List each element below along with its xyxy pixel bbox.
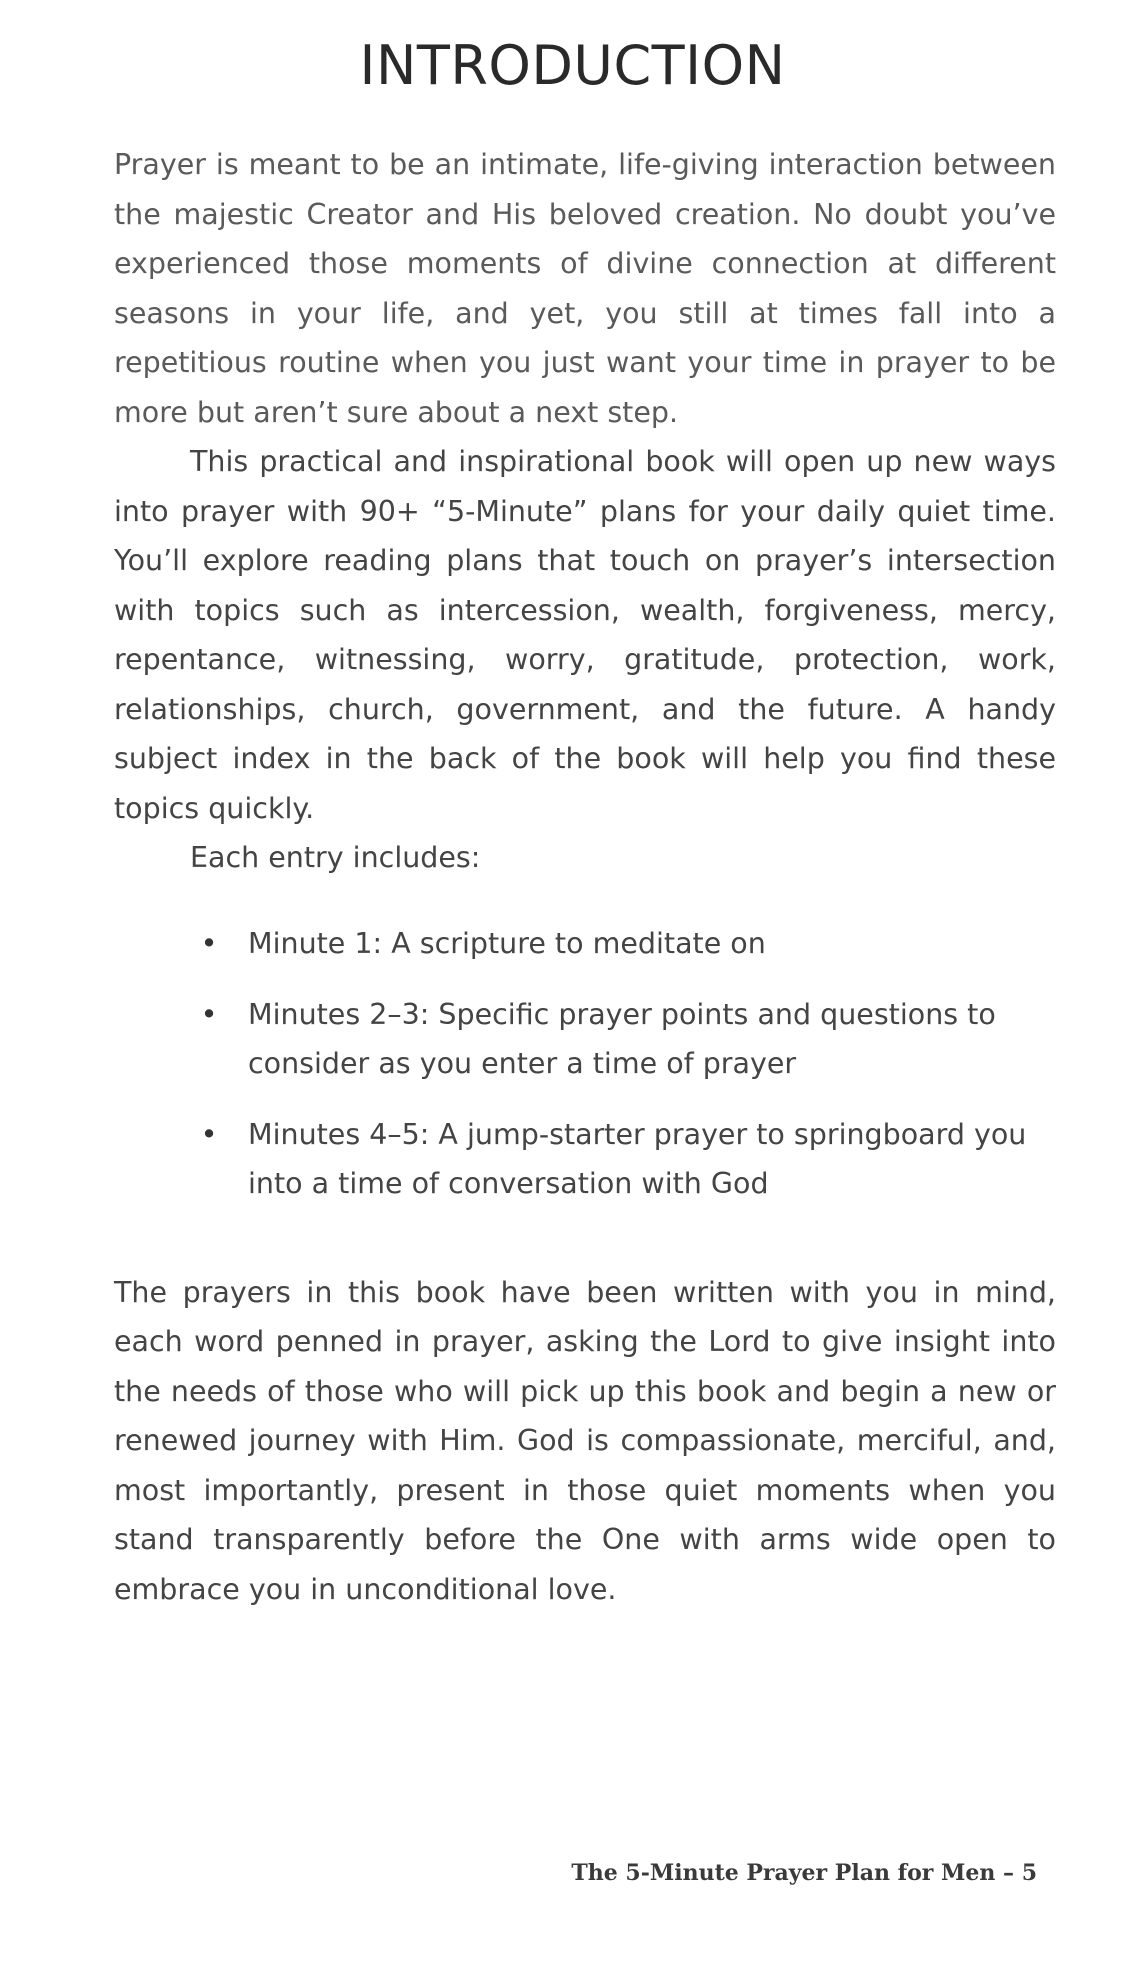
page-body xyxy=(114,140,1056,1614)
list-item-text: Minute 1: A scripture to meditate on xyxy=(248,926,766,960)
list-item-text: Minutes 2–3: Specific prayer points and questions to consider as you enter a time of prayer xyxy=(248,997,996,1080)
list-item xyxy=(114,1110,1056,1208)
closing-paragraph: The prayers in this book have been written with you in mind, each word penned in prayer, asking the Lord to give insight into the needs of those who will pick up this book and begin a new or renewed journey with Him. God is compassionate, merciful, and, most importantly, present in those quiet moments when you stand transparently before the One with arms wide open to embrace you in unconditional love. xyxy=(114,1275,1056,1606)
entry-list xyxy=(114,919,1056,1208)
entry-intro-text: Each entry includes: xyxy=(190,841,481,874)
running-title: The 5-Minute Prayer Plan for Men xyxy=(571,1860,996,1886)
page-number: 5 xyxy=(1021,1860,1037,1886)
intro-paragraph-1: Prayer is meant to be an intimate, life-giving interaction between the majestic Creator and His beloved creation. No doubt you’ve experienced those moments of divine connection at different seasons in your life, and yet, you still at times fall into a repetitious routine when you just want your time in prayer to be more but aren’t sure about a next step. xyxy=(114,148,1056,429)
footer-separator: – xyxy=(995,1860,1022,1886)
list-item-text: Minutes 4–5: A jump-starter prayer to springboard you into a time of conversation with God xyxy=(248,1117,1027,1200)
bullet-icon: • xyxy=(200,997,218,1031)
bullet-icon: • xyxy=(200,1117,218,1151)
list-item xyxy=(114,919,1056,968)
intro-paragraph-2: This practical and inspirational book will open up new ways into prayer with 90+ “5-Minute” plans for your daily quiet time. You’ll explore reading plans that touch on prayer’s intersection with topics such as intercession, wealth, forgiveness, mercy, repentance, witnessing, worry, gratitude, protection, work, relationships, church, government, and the future. A handy subject index in the back of the book will help you find these topics quickly. xyxy=(114,445,1056,825)
page-title: INTRODUCTION xyxy=(359,34,786,97)
bullet-icon: • xyxy=(200,926,218,960)
list-item xyxy=(114,990,1056,1088)
page-footer xyxy=(571,1860,1037,1886)
